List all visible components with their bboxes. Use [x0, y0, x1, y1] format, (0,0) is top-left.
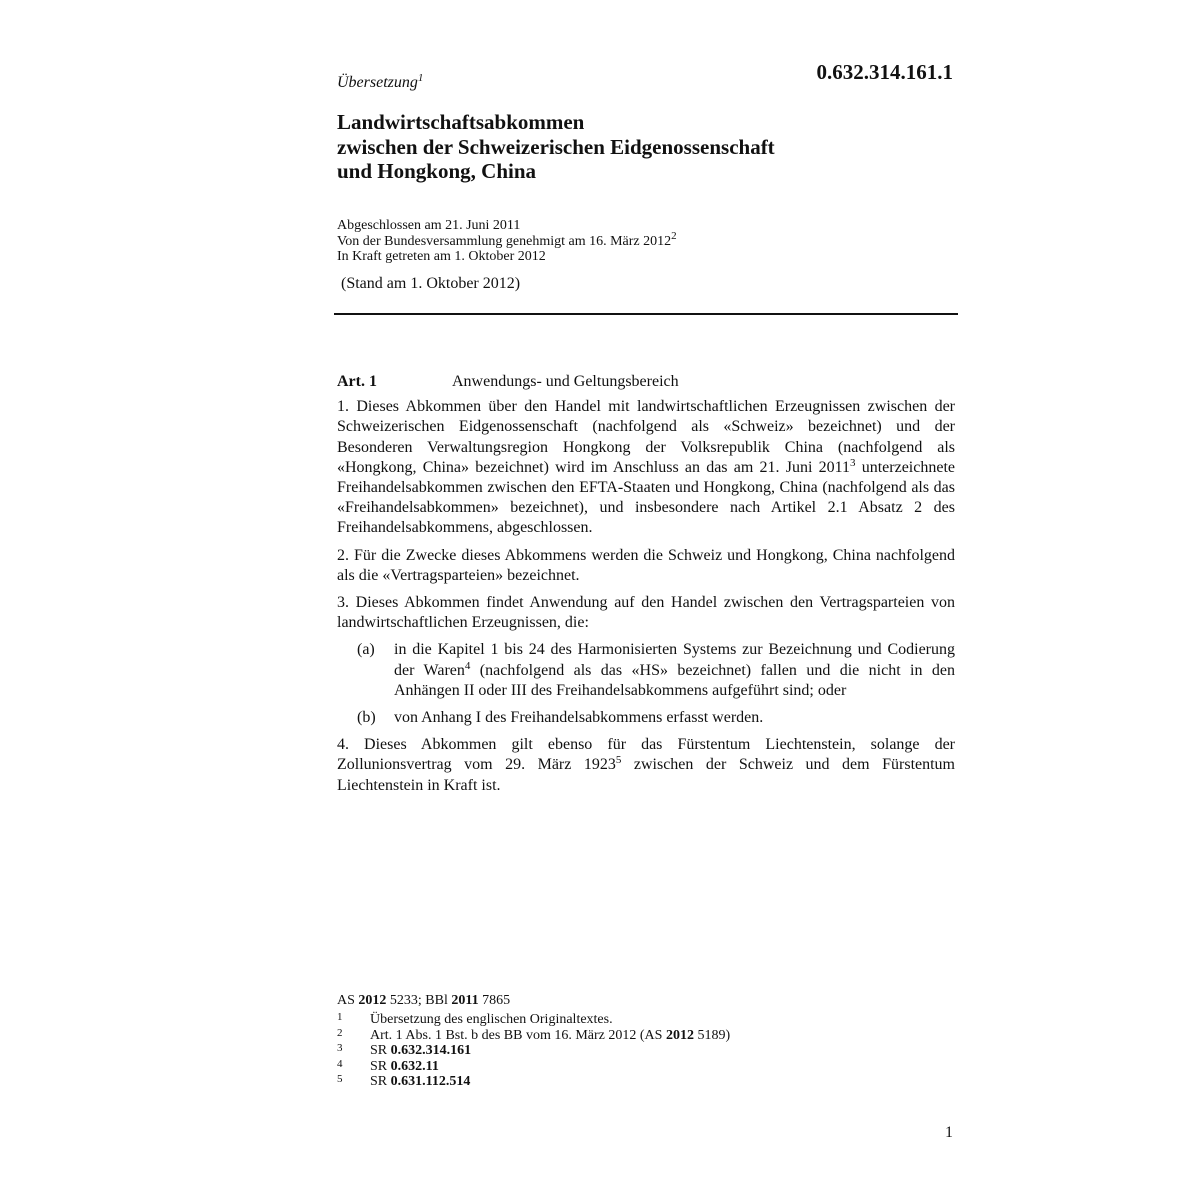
footnote-4 [337, 1059, 955, 1075]
approval-text: Von der Bundesversammlung genehmigt am 16. März 2012 [337, 233, 672, 249]
list-item-b-text: von Anhang I des Freihandelsabkommens erfasst werden. [394, 709, 764, 727]
footnote-number: 5 [337, 1073, 343, 1085]
footnote-text [370, 1059, 439, 1075]
as-year: 2012 [358, 993, 387, 1008]
list-item-a-text-2: (nachfolgend als das «HS» bezeichnet) fallen und die nicht in den Anhängen II oder III des Freihandelsabkommens aufgeführt sind; oder [394, 661, 955, 699]
paragraph-1-text-a: 1. Dieses Abkommen über den Handel mit landwirtschaftlichen Erzeugnissen zwischen der Schweizerischen Eidgenossenschaft (nachfolgend als «Schweiz» bezeichnet) und der Besonderen Verwaltungsregion Hongkong der Volksrepublik China (nachfolgend als «Hongkong, China» bezeichnet) wird im Anschluss an das am 21. Juni 2011 [337, 398, 955, 476]
translation-text: Übersetzung [337, 74, 418, 91]
footnote-1 [337, 1012, 955, 1028]
status-date: (Stand am 1. Oktober 2012) [341, 275, 521, 292]
paragraph-4 [337, 735, 955, 796]
list-item-a-text [394, 640, 955, 701]
as-page: 5233; BBl [386, 993, 452, 1008]
translation-label [337, 74, 423, 92]
as-prefix: AS [337, 993, 359, 1008]
footnotes [337, 993, 955, 1090]
footnote-ref-5[interactable]: 5 [615, 754, 622, 767]
footnote-text-a: SR [370, 1058, 391, 1074]
article-number: Art. 1 [337, 373, 377, 390]
bbl-page: 7865 [478, 993, 511, 1008]
footnote-3 [337, 1043, 955, 1059]
footnote-number: 4 [337, 1057, 343, 1070]
title-line-2: zwischen der Schweizerischen Eidgenossenschaft [337, 134, 775, 159]
footnote-text [370, 1074, 470, 1090]
article-title: Anwendungs- und Geltungsbereich [452, 373, 679, 390]
article-heading [337, 372, 955, 392]
footnote-text-a: SR [370, 1043, 391, 1058]
document-title [337, 110, 775, 184]
footnote-ref-1[interactable]: 1 [417, 72, 424, 84]
paragraph-3: 3. Dieses Abkommen findet Anwendung auf den Handel zwischen den Vertragsparteien von landwirtschaftlichen Erzeugnissen, die: [337, 594, 955, 632]
paragraph-2: 2. Für die Zwecke dieses Abkommens werden die Schweiz und Hongkong, China nachfolgend als die «Vertragsparteien» bezeichnet. [337, 546, 955, 584]
in-force-date: In Kraft getreten am 1. Oktober 2012 [337, 249, 546, 264]
list-item-a-text-1: in die Kapitel 1 bis 24 des Harmonisierten Systems zur Bezeichnung und Codierung der Waren [394, 641, 955, 679]
footnote-ref-2[interactable]: 2 [671, 229, 677, 242]
footnote-text-b: 5189) [693, 1027, 731, 1043]
list-item-b [357, 708, 955, 728]
official-collection-reference [337, 993, 955, 1009]
bbl-year: 2011 [451, 993, 479, 1008]
page-number: 1 [945, 1124, 953, 1141]
footnote-5 [337, 1074, 955, 1090]
footnote-bold: 0.632.314.161 [390, 1043, 472, 1058]
paragraph-4-text-b: zwischen der Schweiz und dem Fürstentum Liechtenstein in Kraft ist. [337, 756, 956, 794]
footnote-bold: 2012 [665, 1027, 694, 1043]
paragraph-1-text-b: unterzeichnete Freihandelsabkommen zwischen den EFTA-Staaten und Hongkong, China (nachfolgend als das «Freihandelsabkommen» bezeichnet), und insbesondere nach Artikel 2.1 Absatz 2 des Freihandelsabkommens, abgeschlossen. [337, 458, 956, 537]
title-line-3: und Hongkong, China [337, 159, 537, 183]
footnote-ref-3[interactable]: 3 [850, 456, 856, 469]
footnote-text: Übersetzung des englischen Originaltextes. [370, 1012, 613, 1027]
document-metadata [337, 218, 677, 265]
footnote-text-a: SR [370, 1074, 391, 1089]
paragraph-1 [337, 397, 955, 538]
list-item-b-label: (b) [357, 709, 376, 727]
title-line-1: Landwirtschaftsabkommen [337, 110, 585, 134]
list-item-a [357, 640, 955, 701]
footnote-number: 2 [337, 1026, 343, 1039]
footnote-text [370, 1028, 730, 1044]
footnote-text [370, 1043, 471, 1059]
footnote-number: 1 [337, 1011, 343, 1023]
footnote-number: 3 [337, 1042, 343, 1054]
footnote-ref-4[interactable]: 4 [464, 659, 471, 672]
footnote-bold: 0.632.11 [390, 1058, 439, 1074]
footnote-2 [337, 1028, 955, 1044]
list-item-a-label: (a) [357, 641, 375, 659]
header-divider [334, 313, 958, 315]
approval-date [337, 229, 677, 250]
footnote-text-a: Art. 1 Abs. 1 Bst. b des BB vom 16. März 2012 (AS [370, 1027, 666, 1043]
concluded-date: Abgeschlossen am 21. Juni 2011 [337, 218, 521, 233]
footnote-bold: 0.631.112.514 [390, 1074, 471, 1089]
paragraph-4-text-a: 4. Dieses Abkommen gilt ebenso für das Fürstentum Liechtenstein, solange der Zollunionsvertrag vom 29. März 1923 [337, 736, 955, 774]
article-1 [337, 372, 955, 803]
sr-number: 0.632.314.161.1 [816, 60, 953, 84]
